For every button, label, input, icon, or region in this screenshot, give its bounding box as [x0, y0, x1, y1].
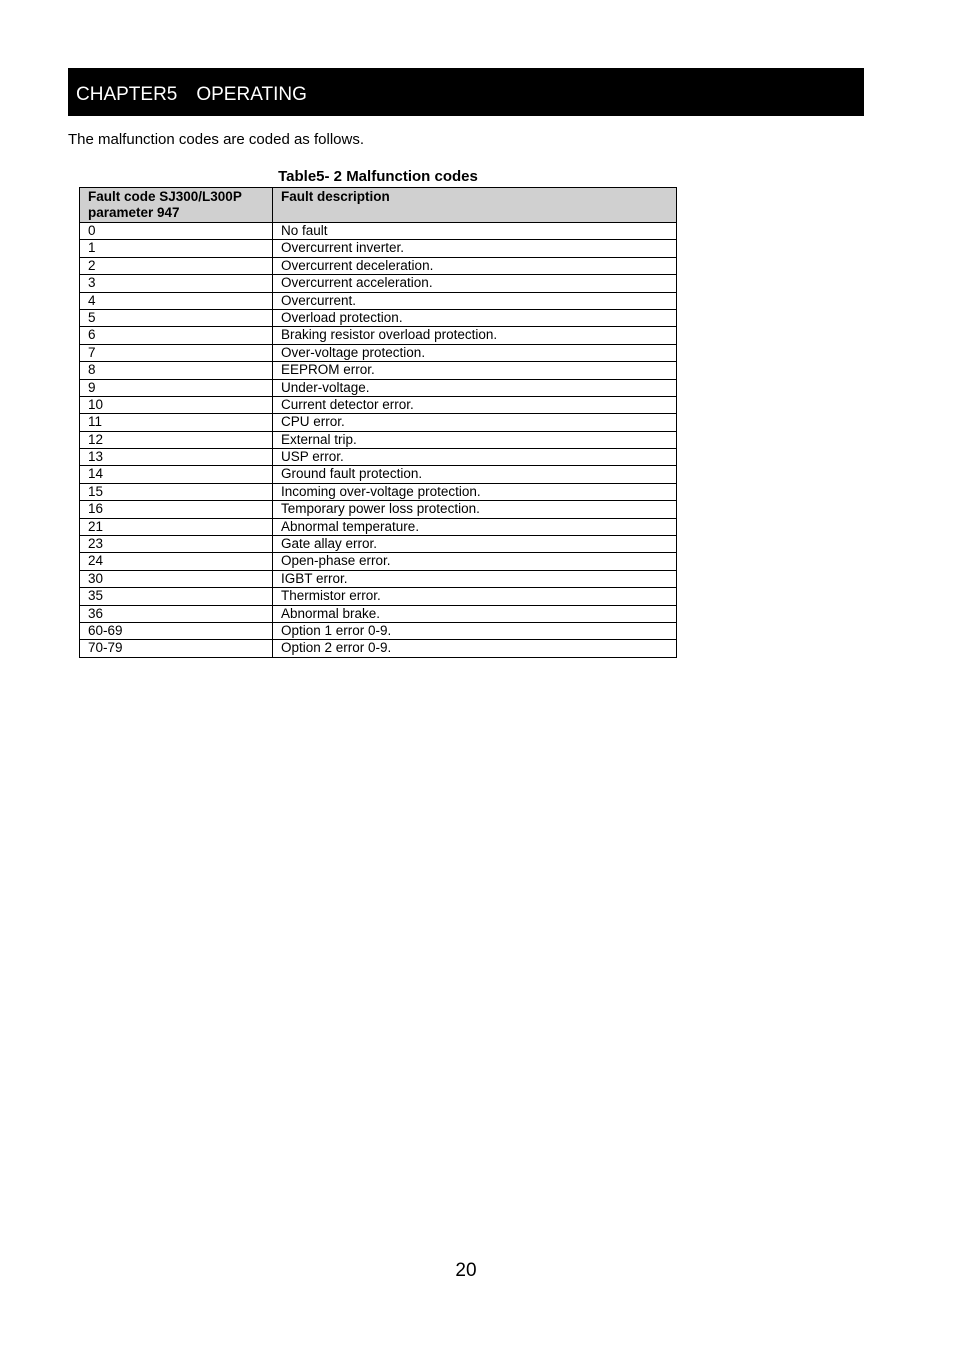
fault-description-cell: Overcurrent acceleration.: [273, 275, 677, 292]
table-row: [80, 362, 677, 379]
fault-description-cell: Option 1 error 0-9.: [273, 622, 677, 639]
fault-code-cell: 16: [80, 501, 273, 518]
fault-code-cell: 23: [80, 536, 273, 553]
table-row: [80, 309, 677, 326]
table-body: [80, 223, 677, 658]
fault-description-cell: Incoming over-voltage protection.: [273, 483, 677, 500]
fault-code-cell: 13: [80, 449, 273, 466]
fault-description-cell: Braking resistor overload protection.: [273, 327, 677, 344]
fault-description-cell: IGBT error.: [273, 570, 677, 587]
fault-code-cell: 30: [80, 570, 273, 587]
fault-code-cell: 1: [80, 240, 273, 257]
table-row: [80, 588, 677, 605]
fault-description-cell: Current detector error.: [273, 396, 677, 413]
fault-code-cell: 21: [80, 518, 273, 535]
table-row: [80, 396, 677, 413]
table-header-row: [80, 188, 677, 223]
fault-description-cell: No fault: [273, 223, 677, 240]
page-number: 20: [455, 1260, 477, 1281]
fault-description-cell: Over-voltage protection.: [273, 344, 677, 361]
table-row: [80, 414, 677, 431]
fault-description-cell: Overload protection.: [273, 309, 677, 326]
table-row: [80, 518, 677, 535]
fault-code-cell: 9: [80, 379, 273, 396]
column-header-fault-code: Fault code SJ300/L300P parameter 947: [80, 188, 273, 223]
fault-code-cell: 15: [80, 483, 273, 500]
fault-description-cell: Overcurrent.: [273, 292, 677, 309]
table-row: [80, 553, 677, 570]
table-row: [80, 449, 677, 466]
fault-description-cell: External trip.: [273, 431, 677, 448]
fault-description-cell: Thermistor error.: [273, 588, 677, 605]
malfunction-codes-table: [79, 187, 677, 658]
table-header: [80, 188, 677, 223]
fault-code-cell: 4: [80, 292, 273, 309]
fault-description-cell: USP error.: [273, 449, 677, 466]
fault-description-cell: CPU error.: [273, 414, 677, 431]
fault-description-cell: EEPROM error.: [273, 362, 677, 379]
fault-code-cell: 10: [80, 396, 273, 413]
fault-description-cell: Option 2 error 0-9.: [273, 640, 677, 657]
column-header-fault-description: Fault description: [273, 188, 677, 223]
fault-code-cell: 8: [80, 362, 273, 379]
fault-code-cell: 2: [80, 257, 273, 274]
table-caption: Table5- 2 Malfunction codes: [278, 168, 478, 185]
table-row: [80, 483, 677, 500]
fault-code-cell: 60-69: [80, 622, 273, 639]
fault-code-cell: 5: [80, 309, 273, 326]
fault-description-cell: Abnormal temperature.: [273, 518, 677, 535]
table-row: [80, 431, 677, 448]
fault-code-cell: 70-79: [80, 640, 273, 657]
fault-description-cell: Gate allay error.: [273, 536, 677, 553]
table-row: [80, 536, 677, 553]
fault-code-cell: 3: [80, 275, 273, 292]
fault-description-cell: Under-voltage.: [273, 379, 677, 396]
fault-code-cell: 12: [80, 431, 273, 448]
fault-code-cell: 0: [80, 223, 273, 240]
table-row: [80, 501, 677, 518]
table-row: [80, 605, 677, 622]
fault-description-cell: Temporary power loss protection.: [273, 501, 677, 518]
fault-code-cell: 24: [80, 553, 273, 570]
table-row: [80, 327, 677, 344]
fault-description-cell: Overcurrent inverter.: [273, 240, 677, 257]
table-row: [80, 640, 677, 657]
chapter-title: CHAPTER5 OPERATING: [76, 83, 307, 105]
table-row: [80, 379, 677, 396]
table-row: [80, 223, 677, 240]
fault-description-cell: Overcurrent deceleration.: [273, 257, 677, 274]
fault-description-cell: Open-phase error.: [273, 553, 677, 570]
intro-text: The malfunction codes are coded as follows.: [68, 131, 364, 148]
table-row: [80, 240, 677, 257]
fault-code-cell: 11: [80, 414, 273, 431]
fault-code-cell: 14: [80, 466, 273, 483]
table-row: [80, 257, 677, 274]
table-row: [80, 466, 677, 483]
table-row: [80, 292, 677, 309]
fault-code-cell: 35: [80, 588, 273, 605]
fault-description-cell: Abnormal brake.: [273, 605, 677, 622]
table-row: [80, 622, 677, 639]
fault-description-cell: Ground fault protection.: [273, 466, 677, 483]
table-row: [80, 344, 677, 361]
fault-code-cell: 6: [80, 327, 273, 344]
table-row: [80, 570, 677, 587]
fault-code-cell: 7: [80, 344, 273, 361]
table-row: [80, 275, 677, 292]
chapter-header: [68, 68, 864, 116]
fault-code-cell: 36: [80, 605, 273, 622]
